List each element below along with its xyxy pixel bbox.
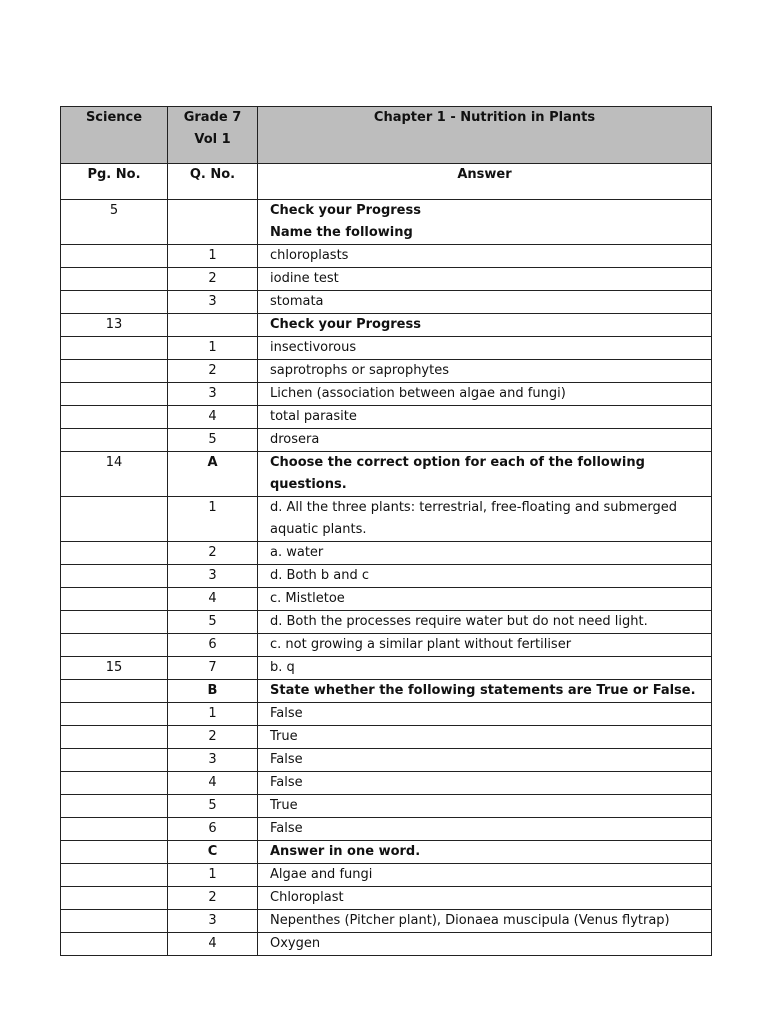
table-row (61, 703, 712, 726)
column-header-answer: Answer (258, 164, 712, 200)
table-row (61, 542, 712, 565)
table-row (61, 588, 712, 611)
question-number-cell: 2 (168, 726, 258, 749)
page-number-cell (61, 497, 168, 542)
column-header-page: Pg. No. (61, 164, 168, 200)
page-number-cell (61, 818, 168, 841)
table-row (61, 749, 712, 772)
table-row (61, 383, 712, 406)
question-number-cell: 3 (168, 383, 258, 406)
question-number-cell: 1 (168, 337, 258, 360)
page-number-cell (61, 245, 168, 268)
answer-text: b. q (270, 660, 295, 675)
table-row (61, 565, 712, 588)
table-row (61, 795, 712, 818)
page-number-cell (61, 726, 168, 749)
answer-text: Nepenthes (Pitcher plant), Dionaea muscipula (Venus flytrap) (270, 913, 670, 928)
answer-text: saprotrophs or saprophytes (270, 363, 449, 378)
question-number-cell (168, 314, 258, 337)
question-number-cell: 5 (168, 611, 258, 634)
table-row (61, 726, 712, 749)
table-row (61, 772, 712, 795)
page-number-cell (61, 588, 168, 611)
answer-text: False (270, 821, 303, 836)
answer-cell (258, 680, 712, 703)
page-number-cell (61, 634, 168, 657)
answer-text: False (270, 775, 303, 790)
table-row (61, 680, 712, 703)
column-header-row (61, 164, 712, 200)
answer-cell (258, 703, 712, 726)
answer-cell (258, 933, 712, 956)
page-number-cell (61, 542, 168, 565)
page-number-cell (61, 611, 168, 634)
answer-text: d. Both the processes require water but do not need light. (270, 614, 648, 629)
page-number-cell (61, 703, 168, 726)
answer-text: insectivorous (270, 340, 357, 355)
question-number-cell (168, 200, 258, 245)
table-row (61, 291, 712, 314)
page-number-cell: 14 (61, 452, 168, 497)
table-row (61, 841, 712, 864)
question-number-cell: 2 (168, 887, 258, 910)
table-row (61, 818, 712, 841)
table-row (61, 497, 712, 542)
answer-text: drosera (270, 432, 320, 447)
answer-cell (258, 588, 712, 611)
question-number-cell: 2 (168, 360, 258, 383)
answer-text: True (270, 729, 298, 744)
table-row (61, 657, 712, 680)
answer-cell (258, 864, 712, 887)
answer-cell (258, 383, 712, 406)
table-header-row (61, 107, 712, 164)
question-number-cell: 4 (168, 933, 258, 956)
answer-cell (258, 657, 712, 680)
question-number-cell: 3 (168, 291, 258, 314)
answer-cell (258, 268, 712, 291)
chapter-cell (258, 107, 712, 164)
chapter-title: Chapter 1 - Nutrition in Plants (373, 110, 596, 125)
question-number-cell: 7 (168, 657, 258, 680)
answer-cell (258, 634, 712, 657)
grade-cell (168, 107, 258, 164)
answer-text: True (270, 798, 298, 813)
question-number-cell: 6 (168, 634, 258, 657)
table-row (61, 268, 712, 291)
page-number-cell (61, 772, 168, 795)
answer-cell (258, 245, 712, 268)
answer-text: chloroplasts (270, 248, 349, 263)
answer-text: False (270, 706, 303, 721)
answer-cell (258, 887, 712, 910)
page-number-cell (61, 795, 168, 818)
table-row (61, 933, 712, 956)
page-number-cell: 13 (61, 314, 168, 337)
answer-text: Name the following (270, 225, 413, 240)
answer-text: Chloroplast (270, 890, 344, 905)
question-number-cell: 3 (168, 565, 258, 588)
page-number-cell (61, 337, 168, 360)
question-number-cell: 2 (168, 542, 258, 565)
answer-text: Choose the correct option for each of the following questions. (270, 455, 645, 492)
answer-text: Check your Progress (270, 317, 421, 332)
answer-text: d. Both b and c (270, 568, 369, 583)
question-number-cell: 1 (168, 245, 258, 268)
answer-text: Check your Progress (270, 203, 421, 218)
page-number-cell (61, 864, 168, 887)
answer-text: iodine test (270, 271, 339, 286)
page-number-cell (61, 841, 168, 864)
answer-cell (258, 611, 712, 634)
page-number-cell: 5 (61, 200, 168, 245)
question-number-cell: 5 (168, 429, 258, 452)
page-number-cell (61, 887, 168, 910)
answer-cell (258, 726, 712, 749)
answer-cell (258, 406, 712, 429)
page-number-cell (61, 406, 168, 429)
page-number-cell (61, 910, 168, 933)
answer-text: Algae and fungi (270, 867, 373, 882)
answer-cell (258, 200, 712, 245)
table-row (61, 910, 712, 933)
answer-key-table (60, 106, 712, 956)
answer-text: False (270, 752, 303, 767)
answer-cell (258, 314, 712, 337)
table-row (61, 245, 712, 268)
answer-text: State whether the following statements are True or False. (270, 683, 696, 698)
subject-cell (61, 107, 168, 164)
question-number-cell: 4 (168, 406, 258, 429)
page-number-cell (61, 291, 168, 314)
question-number-cell: B (168, 680, 258, 703)
page-number-cell: 15 (61, 657, 168, 680)
answer-cell (258, 841, 712, 864)
question-number-cell: 1 (168, 703, 258, 726)
table-row (61, 611, 712, 634)
question-number-cell: A (168, 452, 258, 497)
answer-cell (258, 749, 712, 772)
page-number-cell (61, 383, 168, 406)
answer-cell (258, 429, 712, 452)
page-number-cell (61, 565, 168, 588)
question-number-cell: 4 (168, 588, 258, 611)
table-row (61, 887, 712, 910)
question-number-cell: 3 (168, 910, 258, 933)
answer-cell (258, 818, 712, 841)
answer-text: Lichen (association between algae and fungi) (270, 386, 566, 401)
page-number-cell (61, 749, 168, 772)
page-number-cell (61, 680, 168, 703)
answer-text: c. not growing a similar plant without fertiliser (270, 637, 572, 652)
table-row (61, 337, 712, 360)
answer-cell (258, 360, 712, 383)
table-row (61, 200, 712, 245)
table-row (61, 452, 712, 497)
question-number-cell: 6 (168, 818, 258, 841)
answer-text: c. Mistletoe (270, 591, 345, 606)
table-row (61, 429, 712, 452)
table-row (61, 634, 712, 657)
question-number-cell: 5 (168, 795, 258, 818)
table-row (61, 360, 712, 383)
answer-cell (258, 452, 712, 497)
question-number-cell: 4 (168, 772, 258, 795)
table-row (61, 314, 712, 337)
answer-cell (258, 772, 712, 795)
answer-text: Oxygen (270, 936, 321, 951)
question-number-cell: 3 (168, 749, 258, 772)
table-row (61, 406, 712, 429)
answer-cell (258, 291, 712, 314)
question-number-cell: 1 (168, 864, 258, 887)
answer-cell (258, 497, 712, 542)
column-header-question: Q. No. (168, 164, 258, 200)
answer-text: Answer in one word. (270, 844, 421, 859)
answer-cell (258, 542, 712, 565)
subject-label: Science (85, 110, 143, 125)
answer-cell (258, 565, 712, 588)
answer-cell (258, 795, 712, 818)
answer-text: total parasite (270, 409, 357, 424)
answer-text: d. All the three plants: terrestrial, free-floating and submerged aquatic plants. (270, 500, 678, 537)
table-row (61, 864, 712, 887)
page-number-cell (61, 933, 168, 956)
page-number-cell (61, 429, 168, 452)
question-number-cell: 1 (168, 497, 258, 542)
answer-text: stomata (270, 294, 324, 309)
answer-cell (258, 337, 712, 360)
volume-label: Vol 1 (194, 132, 231, 147)
page-number-cell (61, 268, 168, 291)
grade-label: Grade 7 (183, 110, 242, 125)
question-number-cell: 2 (168, 268, 258, 291)
question-number-cell: C (168, 841, 258, 864)
answer-cell (258, 910, 712, 933)
answer-text: a. water (270, 545, 324, 560)
page-number-cell (61, 360, 168, 383)
